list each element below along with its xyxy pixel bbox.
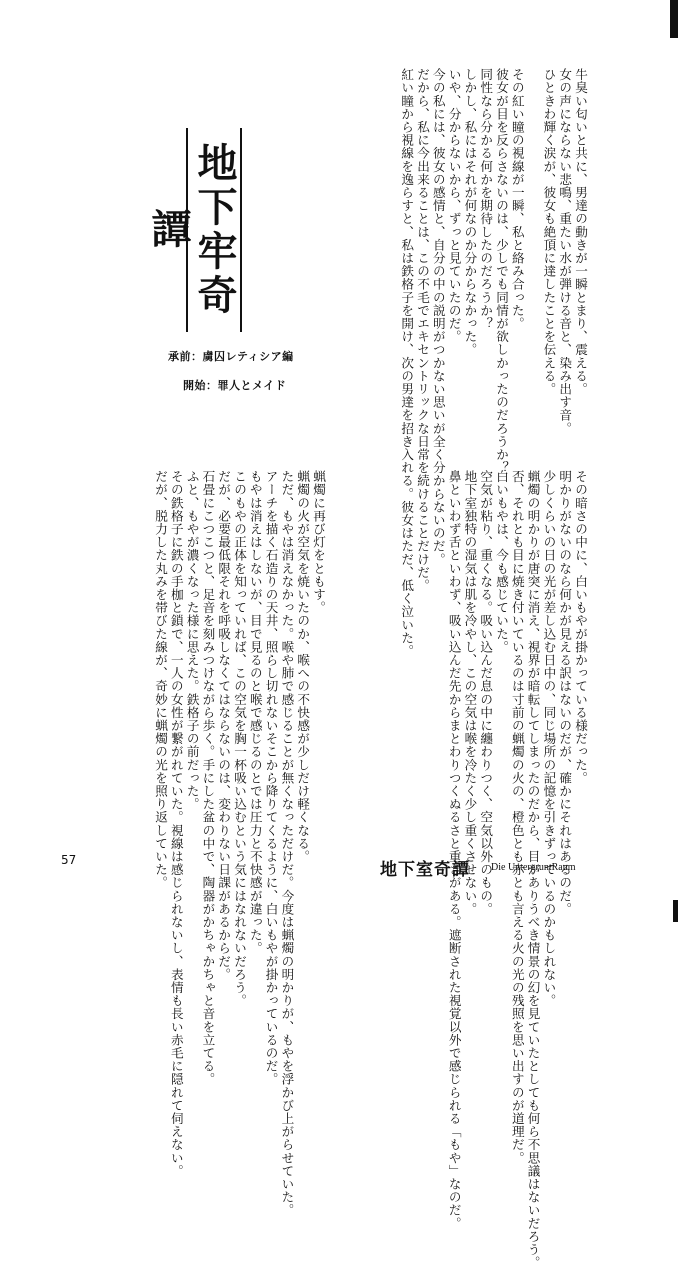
running-footer-subtitle: Die UntergruntRaum [491, 862, 576, 873]
running-footer-title: 地下室奇譚 [380, 860, 470, 880]
story-subtitle: 承前：虜囚レティシア編 [168, 350, 294, 363]
body-text-block-top-right: 牛臭い匂いと共に、男達の動きが一瞬とまり、震える。 女の声にならない悲鳴、重たい水が弾ける音と、染み出す音。 ひときわ輝く涙が、彼女も絶頂に達したことを伝える。 その紅い瞳の視線が一瞬、私と絡み合った。 彼女が目を反らさないのは、少しでも同情が欲しかったのだろうか？ 同性なら分かる何かを期待したのだろうか？ しかし、私にはそれが何なのか分からなかった。 いや、分からないから、ずっと見ていたのだ。 今の私には、彼女の感情と、自分の中の説明がつかない思いが全く分からないのだ。 だから、私に今出来ることは、この不毛でエキセントリックな日常を続けることだけだ。 紅い瞳から視線を逸らすと、私は鉄格子を開け、次の男達を招き入れる。彼女はただ、低く泣いた。 [399, 68, 588, 658]
story-title: 地下牢奇譚 [145, 142, 237, 318]
page-number: 57 [61, 853, 77, 867]
edge-tick [673, 900, 678, 922]
body-text-block-bottom-left: 蝋燭に再び灯をともす。 蝋燭の火が空気を焼いたのか、喉への不快感が少しだけ軽くなる。 ただ、もやは消えなかった。喉や肺で感じることが無くなっただけだ。今度は蝋燭の明かりが、もやを浮かび上がらせていた。 アーチを描く石造りの天井、照らし切れないそこから降りてくるように、白いもやが掛かっているのだ。 もやは消えはしないが、目で見るのと喉で感じるのとでは圧力と不快感が違った。 このもやの正体を知っていれば、この空気を胸一杯吸い込むという気にはなれないだろう。 だが、必要最低限それを呼吸しなくてはならないのは、変わりない日課があるからだ。 石畳にこつこつと、足音を刻みつけながら歩く。手にした盆の中で、陶器がかちゃかちゃと音を立てる。 ふと、もやが濃くなった様に思えた。鉄格子の前だった。 その鉄格子に鉄の手枷と鎖で、一人の女性が繋がれていた。視線は感じられないし、表情も長い赤毛に隠れて伺えない。 だが、脱力した丸みを帯びた線が、奇妙に蝋燭の光を照り返していた。 [153, 470, 326, 1217]
title-box [145, 128, 242, 332]
body-text-block-bottom-right: その暗さの中に、白いもやが掛かっている様だった。 明かりがないのなら何かが見える訳はないのだが、確かにそれはあるのだ。 少しくらいの日の光が差し込む日中の、同じ場所の記憶を引きずっているのかもしれない。 蝋燭の明かりが唐突に消え、視界が暗転してしまったのだから、目がありうべき情景の幻を見ていたとしても何ら不思議はないだろう。 否、それとも目に焼き付いているのは寸前の蝋燭の火の、橙色とも赤とも言える火の光の残照を思い出すのが道理だ。 白いもやは、今も感じていた。 空気が粘り、重くなる。吸い込んだ息の中に纏わりつく、空気以外のもの。 地下室独特の湿気は肌を冷やし、この空気は喉を冷たく少し重くさせない。 鼻といわず舌といわず、吸い込んだ先からまとわりつくぬるさと重さがある。遮断された視覚以外で感じられる「もや」なのだ。 [446, 470, 588, 1269]
edge-mark [670, 0, 678, 38]
chapter-title: 開始：罪人とメイド [183, 379, 287, 392]
